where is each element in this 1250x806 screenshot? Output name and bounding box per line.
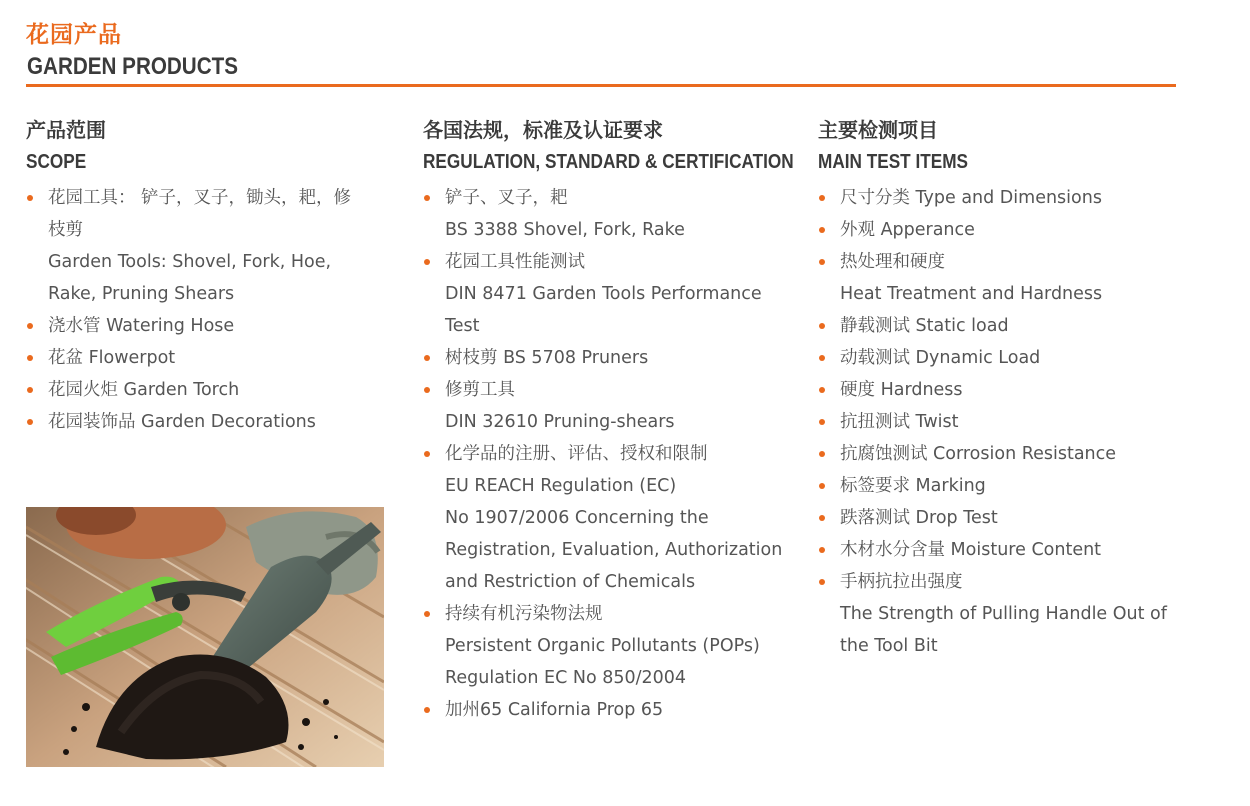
test-items-column (818, 116, 1188, 662)
list-item (818, 246, 1188, 310)
bullet-icon (424, 707, 430, 713)
bullet-icon (819, 579, 825, 585)
list-item-line: 树枝剪 BS 5708 Pruners (445, 348, 649, 368)
list-item (818, 374, 1188, 406)
list-item (818, 310, 1188, 342)
bullet-icon (27, 355, 33, 361)
list-item-line: 抗扭测试 Twist (840, 412, 959, 432)
list-item (26, 182, 396, 310)
list-item-line: Rake, Pruning Shears (48, 284, 235, 304)
bullet-icon (27, 419, 33, 425)
list-item-line: No 1907/2006 Concerning the (445, 508, 709, 528)
list-item (818, 342, 1188, 374)
bullet-icon (819, 483, 825, 489)
list-item-line: 硬度 Hardness (840, 380, 963, 400)
column-heading-cn: 产品范围 (26, 118, 106, 142)
list-item (26, 342, 396, 374)
header-divider (26, 84, 1176, 87)
list-item (423, 694, 793, 726)
test-items-list (818, 182, 1188, 662)
list-item-line: 花园装饰品 Garden Decorations (48, 412, 316, 432)
list-item-line: 尺寸分类 Type and Dimensions (840, 188, 1102, 208)
list-item (423, 182, 793, 246)
bullet-icon (819, 355, 825, 361)
garden-tools-photo (26, 507, 384, 767)
list-item-line: Regulation EC No 850/2004 (445, 668, 687, 688)
list-item-line: and Restriction of Chemicals (445, 572, 696, 592)
list-item-line: 跌落测试 Drop Test (840, 508, 998, 528)
list-item-line: 枝剪 (48, 220, 83, 240)
bullet-icon (424, 611, 430, 617)
page-title-en: GARDEN PRODUCTS (27, 53, 238, 80)
list-item (818, 502, 1188, 534)
column-heading-en: SCOPE (26, 151, 87, 173)
bullet-icon (819, 387, 825, 393)
list-item-line: 持续有机污染物法规 (445, 604, 603, 624)
bullet-icon (424, 355, 430, 361)
list-item (423, 342, 793, 374)
list-item-line: 化学品的注册、评估、授权和限制 (445, 444, 708, 464)
list-item-line: 手柄抗拉出强度 (840, 572, 963, 592)
list-item-line: Persistent Organic Pollutants (POPs) (445, 636, 760, 656)
bullet-icon (819, 515, 825, 521)
list-item-line: 标签要求 Marking (840, 476, 986, 496)
regulation-column (423, 116, 793, 726)
bullet-icon (424, 195, 430, 201)
list-item-line: 外观 Apperance (840, 220, 975, 240)
list-item (818, 470, 1188, 502)
column-heading-cn: 主要检测项目 (818, 118, 938, 142)
list-item (26, 406, 396, 438)
column-heading-cn: 各国法规，标准及认证要求 (423, 118, 663, 142)
bullet-icon (819, 323, 825, 329)
bullet-icon (27, 387, 33, 393)
bullet-icon (424, 451, 430, 457)
list-item-line: 花盆 Flowerpot (48, 348, 176, 368)
column-heading-en: REGULATION, STANDARD & CERTIFICATION (423, 151, 794, 173)
list-item-line: EU REACH Regulation (EC) (445, 476, 677, 496)
list-item (423, 246, 793, 342)
list-item-line: 动载测试 Dynamic Load (840, 348, 1041, 368)
page-title-cn: 花园产品 (26, 22, 122, 48)
scope-column (26, 116, 396, 438)
list-item (818, 566, 1188, 662)
bullet-icon (27, 195, 33, 201)
bullet-icon (819, 451, 825, 457)
bullet-icon (819, 227, 825, 233)
list-item-line: 加州65 California Prop 65 (445, 700, 664, 720)
bullet-icon (819, 195, 825, 201)
list-item-line: 抗腐蚀测试 Corrosion Resistance (840, 444, 1117, 464)
list-item (818, 534, 1188, 566)
list-item (818, 182, 1188, 214)
list-item-line: 木材水分含量 Moisture Content (840, 540, 1102, 560)
list-item-line: BS 3388 Shovel, Fork, Rake (445, 220, 685, 240)
column-heading-en: MAIN TEST ITEMS (818, 151, 969, 173)
bullet-icon (27, 323, 33, 329)
list-item (26, 310, 396, 342)
list-item-line: 热处理和硬度 (840, 252, 945, 272)
list-item (818, 406, 1188, 438)
list-item-line: DIN 32610 Pruning-shears (445, 412, 675, 432)
regulation-list (423, 182, 793, 726)
list-item (818, 438, 1188, 470)
list-item-line: 修剪工具 (445, 380, 515, 400)
list-item (423, 438, 793, 598)
list-item-line: Registration, Evaluation, Authorization (445, 540, 783, 560)
bullet-icon (424, 387, 430, 393)
list-item-line: 铲子、叉子，耙 (445, 188, 568, 208)
list-item-line: Garden Tools: Shovel, Fork, Hoe, (48, 252, 332, 272)
list-item-line: 静载测试 Static load (840, 316, 1009, 336)
list-item-line: Heat Treatment and Hardness (840, 284, 1103, 304)
list-item-line: Test (445, 316, 480, 336)
list-item-line: the Tool Bit (840, 636, 938, 656)
list-item (818, 214, 1188, 246)
list-item-line: 花园工具性能测试 (445, 252, 585, 272)
list-item-line: DIN 8471 Garden Tools Performance (445, 284, 762, 304)
list-item (423, 374, 793, 438)
list-item-line: The Strength of Pulling Handle Out of (840, 604, 1167, 624)
list-item (26, 374, 396, 406)
list-item (423, 598, 793, 694)
bullet-icon (819, 547, 825, 553)
bullet-icon (819, 419, 825, 425)
bullet-icon (424, 259, 430, 265)
list-item-line: 浇水管 Watering Hose (48, 316, 235, 336)
list-item-line: 花园工具： 铲子，叉子，锄头，耙，修 (48, 188, 352, 208)
scope-list (26, 182, 396, 438)
bullet-icon (819, 259, 825, 265)
list-item-line: 花园火炬 Garden Torch (48, 380, 240, 400)
